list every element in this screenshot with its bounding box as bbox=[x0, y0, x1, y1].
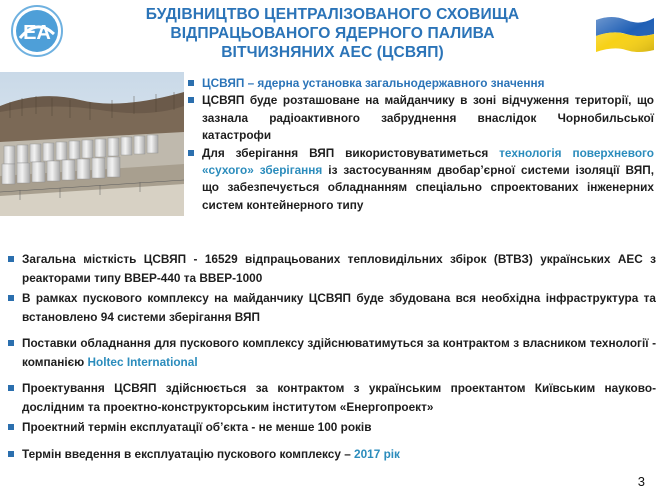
highlight-text: ЦСВЯП – ядерна установка загальнодержавного значення bbox=[202, 76, 545, 90]
slide-title bbox=[80, 5, 585, 62]
list-item bbox=[188, 92, 654, 144]
bullet-text: Термін введення в експлуатацію пускового комплексу – bbox=[22, 446, 355, 461]
bullet-text: Проектування ЦСВЯП здійснюється за контрактом з українським проектантом Київським науково-дослідним та проектно-конструкторським інститутом «Енергопроект» bbox=[22, 381, 656, 414]
bullet-text: із застосуванням двобар’єрної системи ізоляції ВЯП, що забезпечується обладнанням спеціально спроектованих інженерних систем контейнерного типу bbox=[202, 163, 654, 212]
square-bullet-icon bbox=[8, 295, 14, 301]
square-bullet-icon bbox=[8, 424, 14, 430]
ea-company-logo-icon bbox=[10, 4, 64, 58]
square-bullet-icon bbox=[188, 80, 194, 86]
square-bullet-icon bbox=[8, 385, 14, 391]
highlight-text: технологія поверхневого «сухого» зберігання bbox=[202, 145, 654, 178]
list-item bbox=[188, 75, 654, 92]
title-line: ВІДПРАЦЬОВАНОГО ЯДЕРНОГО ПАЛИВА bbox=[170, 25, 495, 42]
bullet-text: Для зберігання ВЯП використовуватиметься bbox=[202, 145, 500, 160]
square-bullet-icon bbox=[8, 256, 14, 262]
bullet-text: Загальна місткість ЦСВЯП - 16529 відпрацьованих тепловидільних збірок (ВТВЗ) українських АЕС з реакторами типу ВВЕР-440 та ВВЕР-1000 bbox=[22, 252, 656, 285]
square-bullet-icon bbox=[8, 340, 14, 346]
list-item bbox=[8, 334, 656, 371]
bullet-text: ЦСВЯП буде розташоване на майданчику в зоні відчуження території, що зазнала радіоактивного забруднення внаслідок Чорнобильської катастрофи bbox=[202, 93, 654, 143]
list-item bbox=[188, 145, 654, 215]
bullet-text: Поставки обладнання для пускового комплексу здійснюватимуться за контрактом з власником технології - компанією bbox=[22, 336, 656, 369]
title-line: БУДІВНИЦТВО ЦЕНТРАЛІЗОВАНОГО СХОВИЩА bbox=[145, 6, 520, 23]
title-line: ВІТЧИЗНЯНИХ АЕС (ЦСВЯП) bbox=[221, 44, 444, 61]
highlight-text: 2017 рік bbox=[354, 446, 400, 461]
bottom-bullet-list bbox=[8, 250, 656, 463]
square-bullet-icon bbox=[188, 97, 194, 103]
list-item bbox=[8, 445, 656, 464]
logo-text: EA bbox=[23, 22, 51, 44]
page-number: 3 bbox=[637, 474, 645, 489]
list-item bbox=[8, 418, 656, 437]
top-bullet-list bbox=[188, 75, 654, 214]
square-bullet-icon bbox=[188, 150, 194, 156]
bullet-text: В рамках пускового комплексу на майданчику ЦСВЯП буде збудована вся необхідна інфраструктура та встановлено 94 системи зберігання ВЯП bbox=[22, 291, 656, 324]
square-bullet-icon bbox=[8, 451, 14, 457]
list-item bbox=[8, 289, 656, 326]
highlight-text: Holtec International bbox=[87, 354, 198, 369]
list-item bbox=[8, 379, 656, 416]
ukraine-flag-icon bbox=[592, 12, 656, 56]
bullet-text: Проектний термін експлуатації об’єкта - не менше 100 років bbox=[22, 420, 372, 434]
storage-facility-photo bbox=[0, 72, 184, 216]
list-item bbox=[8, 250, 656, 287]
